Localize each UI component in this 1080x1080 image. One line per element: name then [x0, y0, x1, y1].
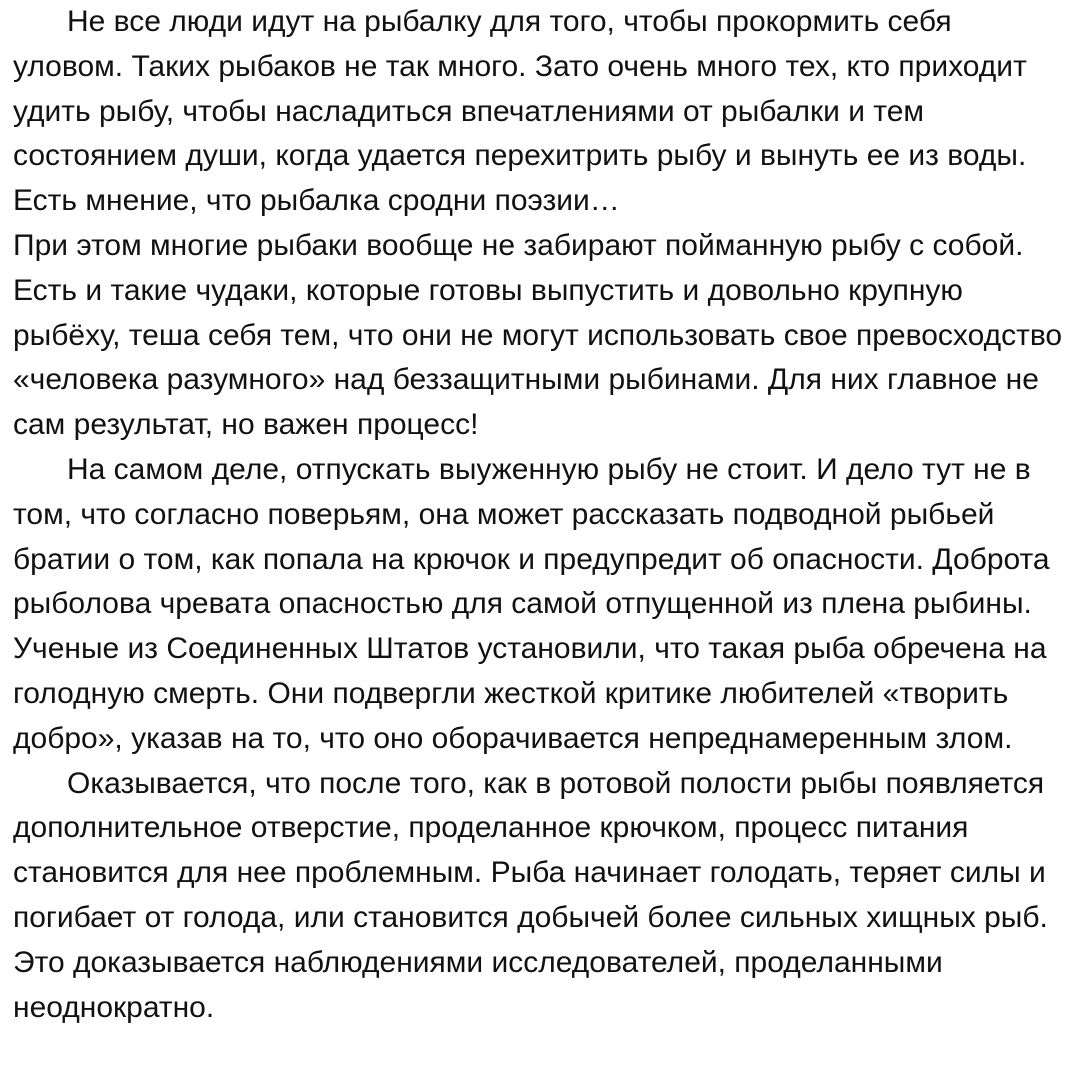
paragraph-2: При этом многие рыбаки вообще не забирают пойманную рыбу с собой. Есть и такие чудаки, которые готовы выпустить и довольно крупную рыбёху, теша себя тем, что они не могут использовать свое превосходство «человека разумного» над беззащитными рыбинами. Для них главное не сам результат, но важен процесс!: [13, 228, 1063, 442]
paragraph-1: Не все люди идут на рыбалку для того, чтобы прокормить себя уловом. Таких рыбаков не так много. Зато очень много тех, кто приходит удить рыбу, чтобы насладиться впечатлениями от рыбалки и тем состоянием души, когда удается перехитрить рыбу и вынуть ее из воды. Есть мнение, что рыбалка сродни поэзии…: [13, 5, 1027, 218]
document-body: [13, 0, 1069, 1030]
paragraph-4: Оказывается, что после того, как в ротовой полости рыбы появляется дополнительное отверстие, проделанное крючком, процесс питания становится для нее проблемным. Рыба начинает голодать, теряет силы и погибает от голода, или становится добычей более сильных хищных рыб. Это доказывается наблюдениями исследователей, проделанными неоднократно.: [13, 766, 1048, 1024]
paragraph-3: На самом деле, отпускать выуженную рыбу не стоит. И дело тут не в том, что согласно поверьям, она может рассказать подводной рыбьей братии о том, как попала на крючок и предупредит об опасности. Доброта рыболова чревата опасностью для самой отпущенной из плена рыбины. Ученые из Соединенных Штатов установили, что такая рыба обречена на голодную смерть. Они подвергли жесткой критике любителей «творить добро», указав на то, что оно оборачивается непреднамеренным злом.: [13, 452, 1050, 755]
